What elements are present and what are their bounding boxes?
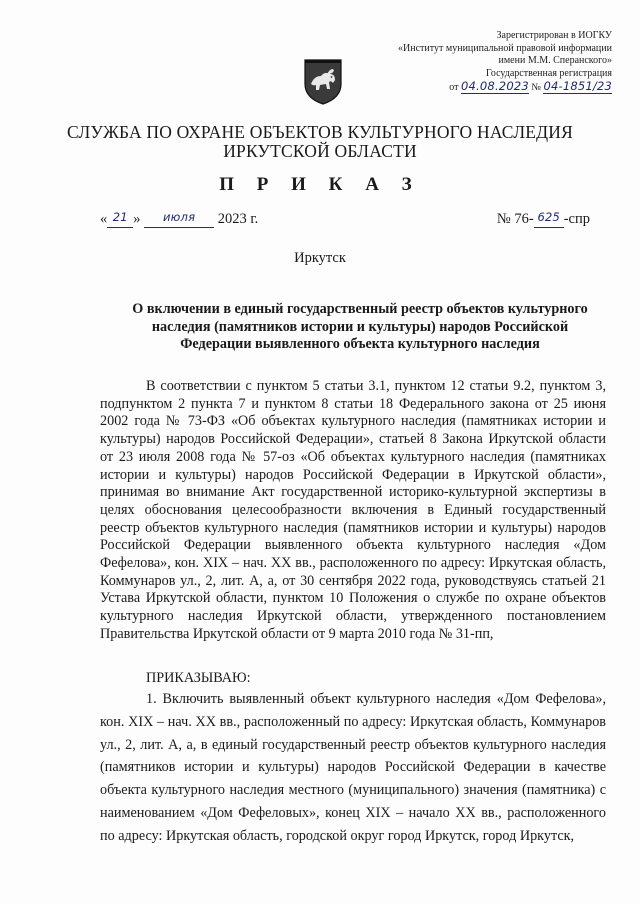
- agency-name-line-1: СЛУЖБА ПО ОХРАНЕ ОБЪЕКТОВ КУЛЬТУРНОГО НАСЛЕДИЯ: [66, 122, 574, 142]
- document-number: [497, 210, 590, 228]
- title-line-1: О включении в единый государственный реестр объектов культурного: [132, 301, 588, 317]
- registration-stamp: [362, 30, 612, 95]
- date-year: 2023 г.: [217, 211, 259, 227]
- agency-name: [60, 123, 580, 161]
- number-prefix: № 76-: [496, 211, 534, 227]
- date-month: июля: [144, 210, 214, 228]
- date-number-row: [100, 210, 590, 232]
- date-open-quote: «: [100, 211, 108, 227]
- number-suffix: -спр: [563, 211, 590, 227]
- registration-number-line: [449, 80, 612, 95]
- registration-date: 04.08.2023: [461, 79, 529, 93]
- registration-line-1: Зарегистрирован в ИОГКУ: [496, 30, 612, 41]
- agency-name-line-2: ИРКУТСКОЙ ОБЛАСТИ: [223, 141, 417, 161]
- registration-from-label: от: [449, 82, 459, 93]
- order-word: ПРИКАЗЫВАЮ:: [146, 670, 251, 686]
- registration-line-2: «Институт муниципальной правовой информации: [398, 42, 612, 54]
- registration-number: 04-1851/23: [543, 79, 612, 93]
- title-line-2: наследия (памятников истории и культуры) народов Российской: [151, 318, 569, 335]
- date-close-quote: »: [133, 211, 141, 227]
- document-type-heading: П Р И К А З: [219, 174, 421, 195]
- coat-of-arms-icon: [302, 54, 344, 106]
- registration-line-4: Государственная регистрация: [485, 67, 612, 79]
- registration-number-label: №: [531, 82, 541, 93]
- title-line-3: Федерации выявленного объекта культурного наследия: [180, 336, 540, 352]
- document-date: [100, 210, 258, 228]
- document-title: [100, 301, 620, 354]
- number-handwritten: 625: [534, 210, 564, 228]
- preamble-paragraph: В соответствии с пунктом 5 статьи 3.1, пунктом 12 статьи 9.2, пунктом 3, подпунктом 2 пункта 7 и пунктом 8 статьи 18 Федерального закона от 25 июня 2002 года № 73-ФЗ «Об объектах культурного наследия (памятниках истории и культуры) народов Российской Федерации», статьей 8 Закона Иркутской области от 23 июля 2008 года № 57-оз «Об объектах культурного наследия (памятниках истории и культуры) народов Российской Федерации в Иркутской области», принимая во внимание Акт государственной историко-культурной экспертизы в целях обоснования целесообразности включения в Единый государственный реестр объектов культурного наследия (памятников истории и культуры) народов Российской Федерации выявленного объекта культурного наследия «Дом Фефелова», кон. XIX – нач. XX вв., расположенного по адресу: Иркутская область, Коммунаров ул., 2, лит. А, а, от 30 сентября 2022 года, руководствуясь статьей 21 Устава Иркутской области, пунктом 10 Положения о службе по охране объектов культурного наследия Иркутской области, утвержденного постановлением Правительства Иркутской области от 9 марта 2010 года № 31-пп,: [100, 378, 606, 642]
- city-name: Иркутск: [294, 250, 346, 266]
- order-item-1-text: 1. Включить выявленный объект культурного наследия «Дом Фефелова», кон. XIX – нач. XX вв., расположенный по адресу: Иркутская область, Коммунаров ул., 2, лит. А, а, в единый государственный реестр объектов культурного наследия (памятников истории и культуры) народов Российской Федерации в качестве объекта культурного наследия местного (муниципального) значения (памятника) с наименованием «Дом Фефеловых», конец XIX – начало XX вв., расположенного по адресу: Иркутская область, городской округ город Иркутск, город Иркутск,: [100, 691, 606, 844]
- order-item-1: [100, 688, 606, 848]
- date-day: 21: [107, 210, 133, 228]
- preamble-block: [100, 378, 606, 644]
- registration-line-3: имени М.М. Сперанского»: [498, 55, 612, 66]
